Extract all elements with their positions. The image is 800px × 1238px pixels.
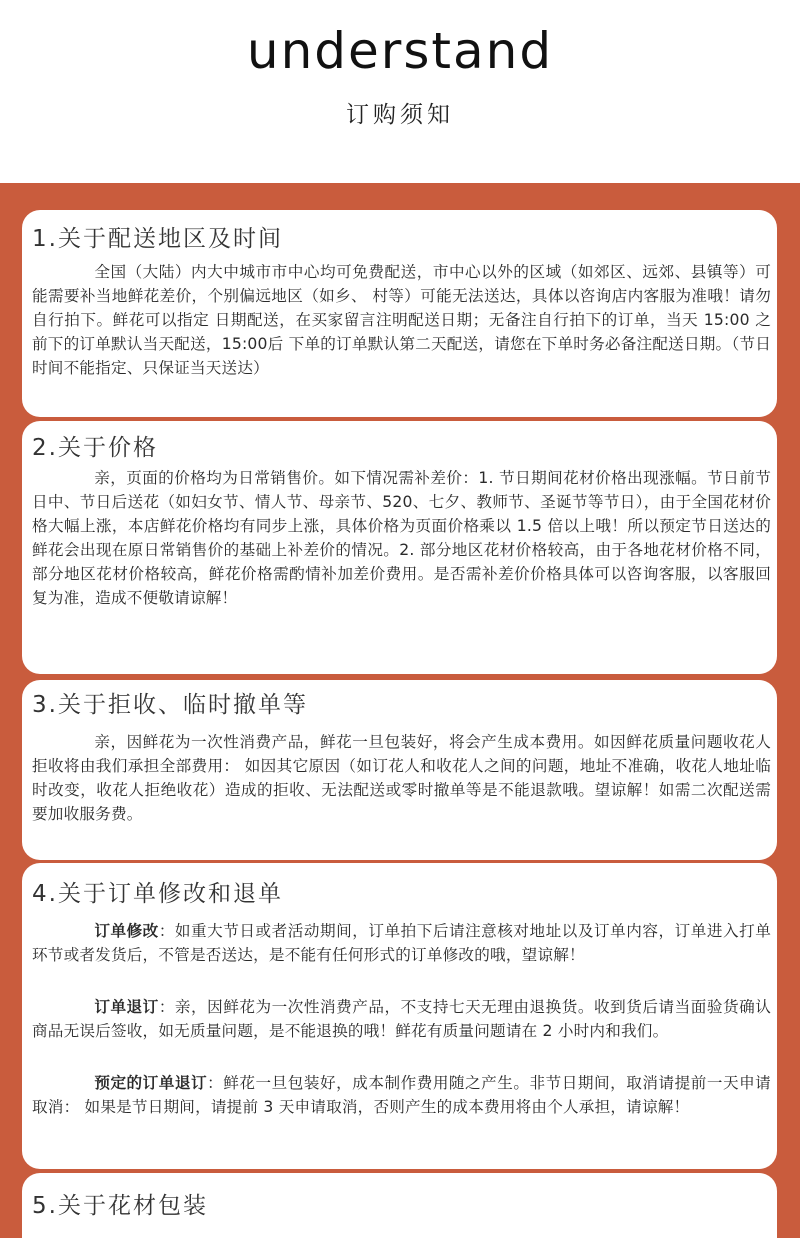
section-card-packaging — [22, 1173, 777, 1238]
section-heading: 5.关于花材包装 — [32, 1193, 208, 1219]
section-heading: 2.关于价格 — [32, 435, 158, 461]
section-heading: 3.关于拒收、临时撤单等 — [32, 692, 308, 718]
order-modify-paragraph: 订单修改：如重大节日或者活动期间，订单拍下后请注意核对地址以及订单内容，订单进入打单环节或者发货后，不管是否送达，是不能有任何形式的订单修改的哦，望谅解！ — [32, 922, 771, 964]
section-heading: 4.关于订单修改和退单 — [32, 881, 283, 907]
notice-panel — [0, 183, 800, 1238]
page-header — [0, 0, 800, 183]
preorder-cancel-paragraph: 预定的订单退订：鲜花一旦包装好，成本制作费用随之产生。非节日期间，取消请提前一天申请取消： 如果是节日期间，请提前 3 天申请取消，否则产生的成本费用将由个人承担，请谅解！ — [32, 1074, 771, 1116]
section-card-price — [22, 421, 777, 674]
title-chinese: 订购须知 — [346, 102, 454, 128]
title-english: understand — [246, 22, 554, 80]
section-body: 全国（大陆）内大中城市市中心均可免费配送，市中心以外的区域（如郊区、远郊、县镇等）可能需要补当地鲜花差价，个别偏远地区（如乡、 村等）可能无法送达，具体以咨询店内客服为准哦！请勿自行拍下。鲜花可以指定 日期配送，在买家留言注明配送日期；无备注自行拍下的订单，当天 15:00 之 前下的订单默认当天配送，15:00后 下单的订单默认第二天配送，请您在下单时务必备注配送日期。（节日时间不能指定、只保证当天送达） — [32, 263, 771, 377]
section-body: 亲，因鲜花为一次性消费产品，鲜花一旦包装好，将会产生成本费用。如因鲜花质量问题收花人拒收将由我们承担全部费用： 如因其它原因（如订花人和收花人之间的问题，地址不准确，收花人地址临时改变，收花人拒绝收花）造成的拒收、无法配送或零时撤单等是不能退款哦。望谅解！如需二次配送需要加收服务费。 — [32, 733, 771, 823]
section-card-refusal — [22, 680, 777, 860]
section-body: 亲，页面的价格均为日常销售价。如下情况需补差价：1. 节日期间花材价格出现涨幅。节日前节日中、节日后送花（如妇女节、情人节、母亲节、520、七夕、教师节、圣诞节等节日），由于全国花材价格大幅上涨，本店鲜花价格均有同步上涨，具体价格为页面价格乘以 1.5 倍以上哦！所以预定节日送达的鲜花会出现在原日常销售价的基础上补差价的情况。2. 部分地区花材价格较高，由于各地花材价格不同，部分地区花材价格较高，鲜花价格需酌情补加差价费用。是否需补差价价格具体可以咨询客服，以客服回复为准，造成不便敬请谅解！ — [32, 469, 771, 607]
order-modify-label: 订单修改 — [94, 922, 159, 940]
preorder-cancel-label: 预定的订单退订 — [94, 1074, 208, 1092]
order-cancel-label: 订单退订 — [94, 998, 159, 1016]
section-card-delivery — [22, 210, 777, 417]
section-heading: 1.关于配送地区及时间 — [32, 226, 283, 252]
section-card-order-change — [22, 863, 777, 1169]
order-cancel-paragraph: 订单退订：亲，因鲜花为一次性消费产品，不支持七天无理由退换货。收到货后请当面验货确认商品无误后签收，如无质量问题，是不能退换的哦！鲜花有质量问题请在 2 小时内和我们。 — [32, 998, 771, 1040]
